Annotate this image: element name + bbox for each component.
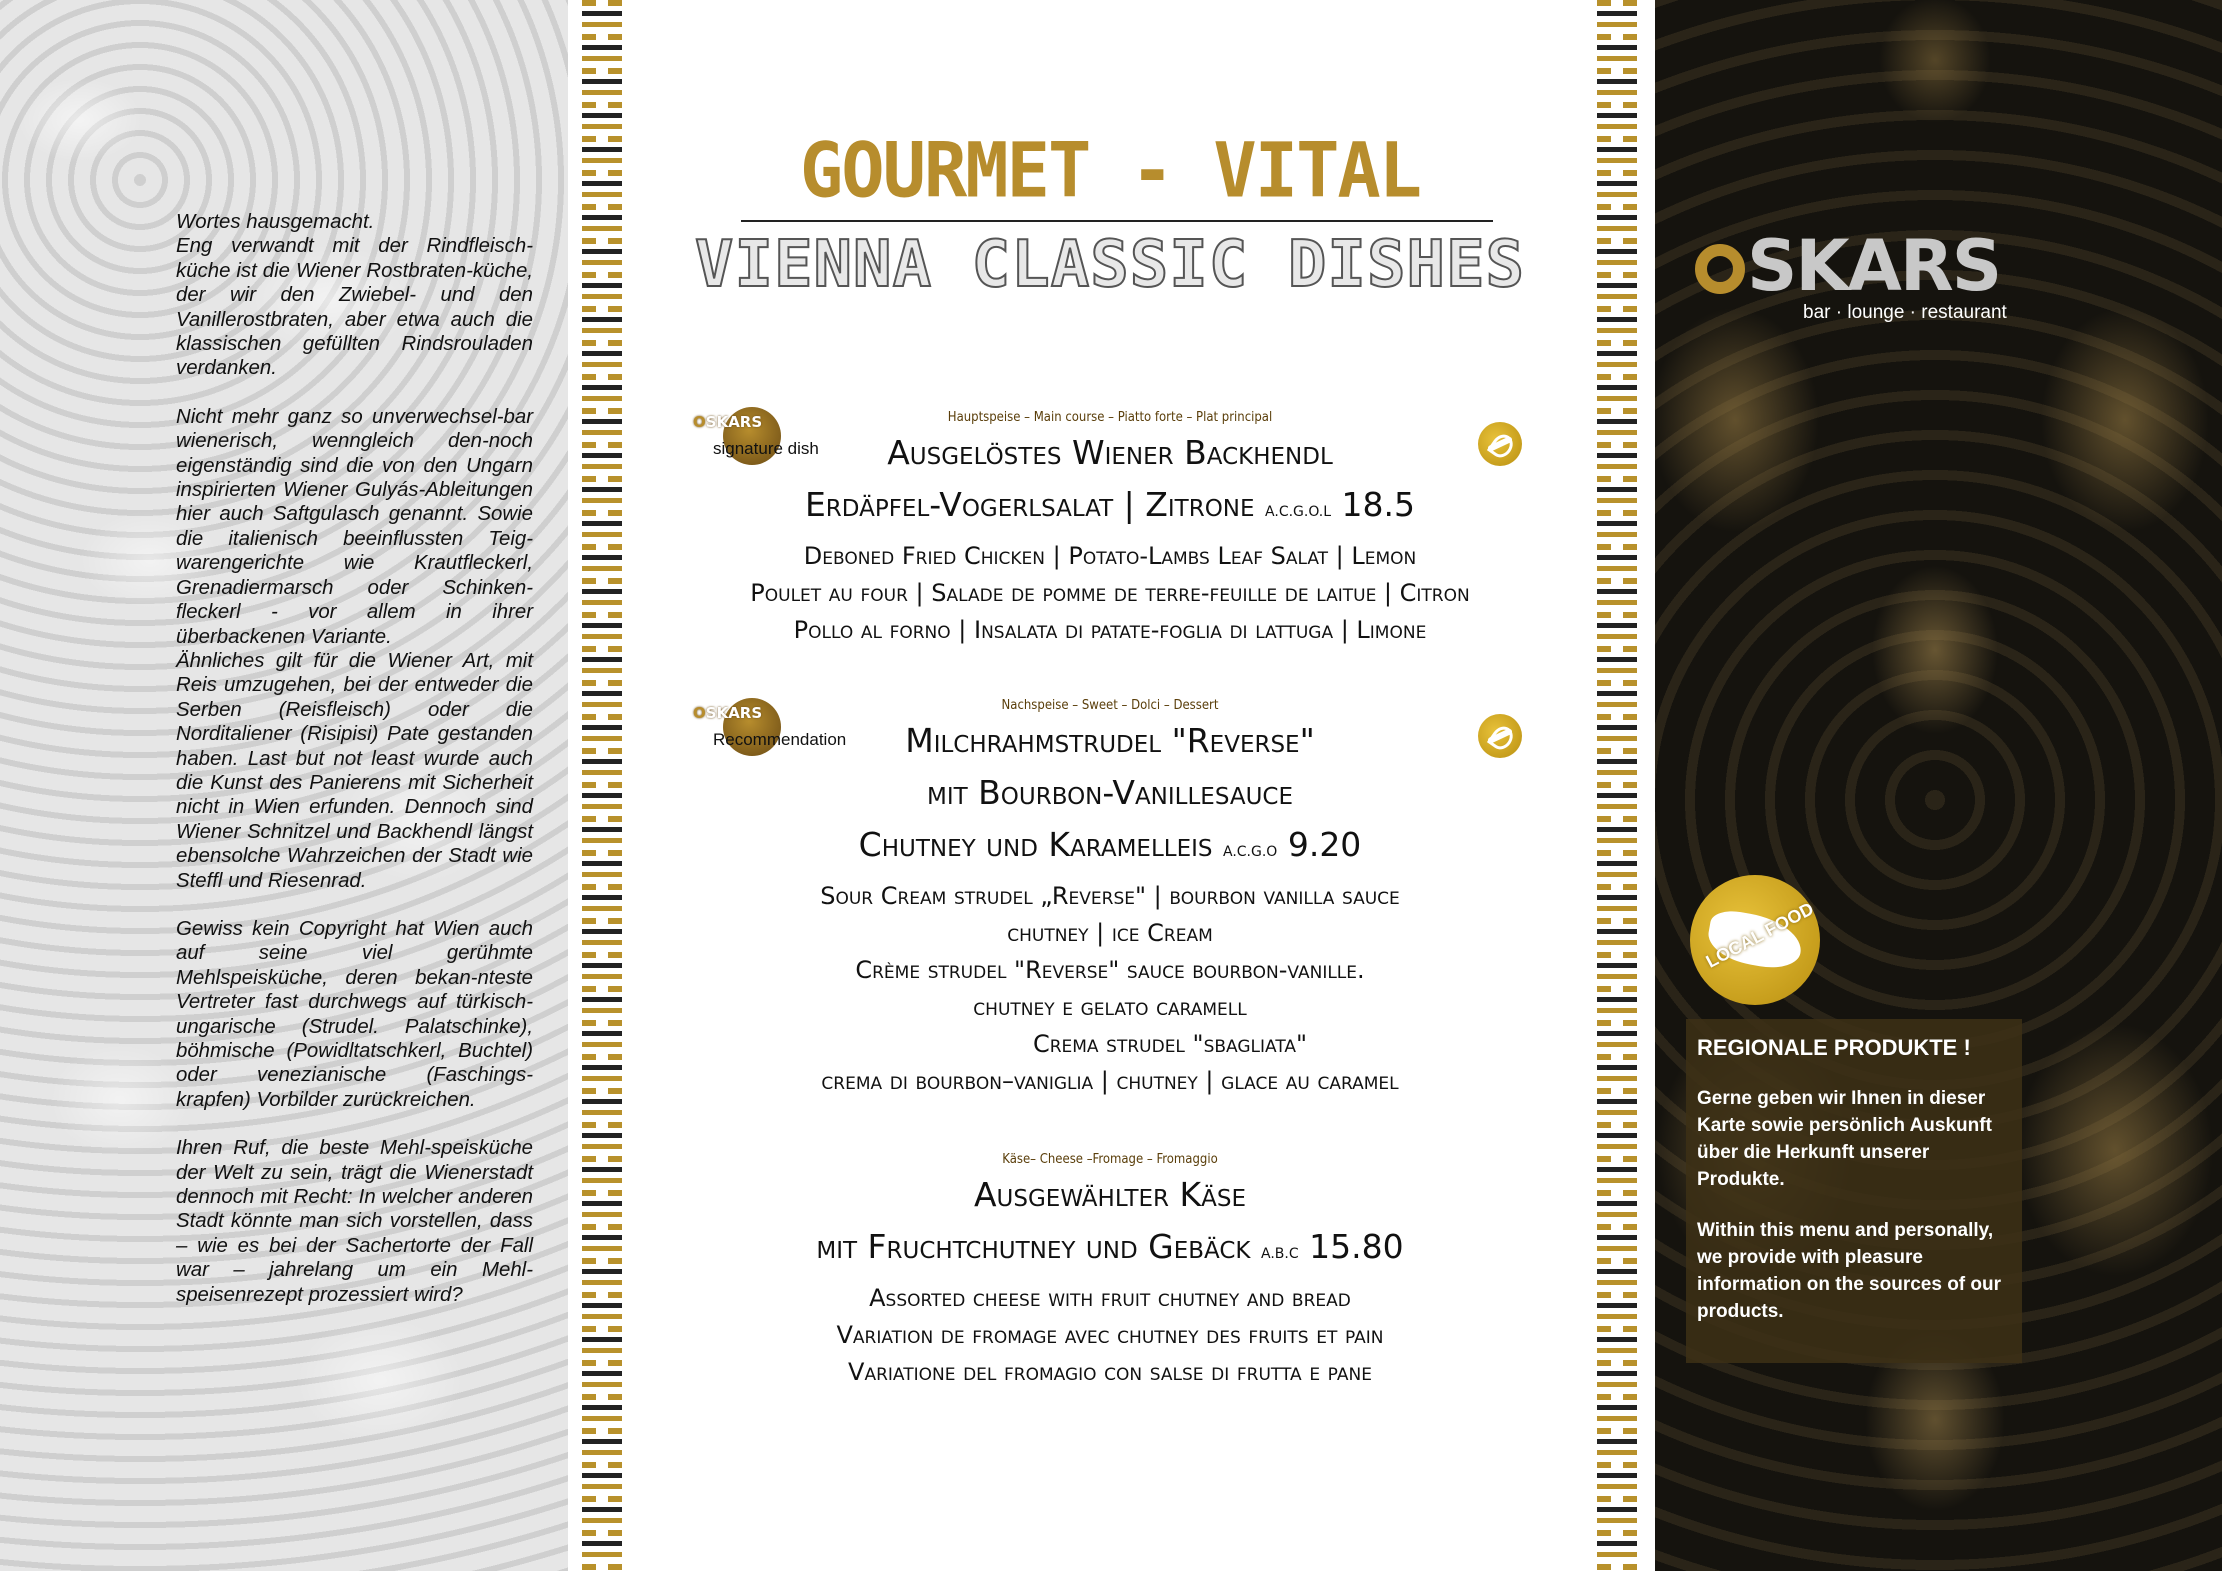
translation-line: Sour Cream strudel „Reverse" | bourbon vanilla sauce	[820, 882, 1400, 910]
brand-tagline: bar · lounge · restaurant	[1803, 302, 2007, 323]
translation-line: Poulet au four | Salade de pomme de terre-feuille de laitue | Citron	[750, 579, 1470, 607]
badge-label: signature dish	[713, 439, 819, 458]
dish-name-line: mit Bourbon-Vanillesauce	[926, 773, 1294, 812]
title-divider	[741, 220, 1493, 222]
page-title: GOURMET - VITAL	[799, 125, 1421, 215]
brand-logo	[1695, 225, 2007, 323]
allergen-codes: A.C.G.O.L	[1265, 504, 1332, 520]
left-text-panel	[0, 0, 568, 1571]
translation-line: Pollo al forno | Insalata di patate-foglia di lattuga | Limone	[793, 616, 1427, 644]
dish-dessert	[625, 698, 1595, 1100]
decorative-border-right	[1597, 0, 1637, 1571]
dish-name: Ausgewählter Käse	[973, 1175, 1247, 1214]
article-paragraph: Eng verwandt mit der Rindfleisch-küche ist die Wiener Rostbraten-küche, der wir den Zwiebel- und den Vanillerostbraten, aber etwa auch die klassischen gefüllten Rindsrouladen verdanken.	[176, 235, 533, 380]
allergen-codes: A.C.G.O	[1223, 844, 1278, 860]
translation-line: Deboned Fried Chicken | Potato-Lambs Leaf Salat | Lemon	[803, 542, 1417, 570]
article-paragraph: Gewiss kein Copyright hat Wien auch auf seine viel gerühmte Mehlspeisküche, deren bekan-nteste Vertreter fast durchwegs auf türkisch- ungarische (Strudel. Palatschinke), böhmische (Powidltatschkerl, Buchtel) oder venezianische (Faschings-krapfen) Vorbilder zurückreichen.	[176, 917, 533, 1111]
translation-line: chutney | ice Cream	[1007, 919, 1213, 947]
local-food-label: LOCAL FOOD	[1702, 898, 1817, 972]
right-brand-panel	[1655, 0, 2222, 1571]
badge-logo: OSKARS	[693, 413, 763, 431]
dish-name-line	[625, 819, 1595, 878]
recommendation-badge	[693, 698, 853, 758]
allergen-codes: A.B.C	[1261, 1246, 1299, 1262]
article-paragraph: Ihren Ruf, die beste Mehl-speisküche der Welt zu sein, trägt die Wienerstadt dennoch mit Recht: In welcher anderen Stadt könnte man sich vorstellen, dass – wie es bei der Sachertorte der Fall war – jahrelang um ein Mehl-speisenrezept prozessiert wird?	[176, 1137, 533, 1306]
no-gluten-icon	[1478, 422, 1522, 466]
local-food-icon	[1690, 875, 1820, 1005]
badge-label: Recommendation	[713, 730, 847, 749]
dish-name-line	[625, 1221, 1595, 1280]
dish-sides: mit Fruchtchutney und Gebäck	[816, 1227, 1251, 1266]
vienna-cuisine-article	[176, 210, 533, 1331]
translation-line: Variatione del fromagio con salse di frutta e pane	[848, 1358, 1372, 1386]
dish-price: 18.5	[1341, 485, 1416, 524]
article-paragraph: Nicht mehr ganz so unverwechsel-bar wienerisch, wenngleich den-noch eigenständig sind die von den Ungarn inspirierten Wiener Gulyás-Ableitungen hier auch Saftgulasch genannt. Sowie die italienisch beeinflussten Teig-warengerichte wie Krautfleckerl, Grenadiermarsch oder Schinken-fleckerl - vor allem in ihrer überbackenen Variante.	[176, 405, 533, 648]
brand-name: SKARS	[1695, 230, 2000, 302]
article-paragraph: Wortes hausgemacht.	[176, 211, 375, 233]
logo-ring-icon	[1695, 244, 1745, 294]
translation-line: Crema strudel "sbagliata"	[1032, 1030, 1308, 1058]
no-gluten-icon	[1478, 714, 1522, 758]
dish-sides: Erdäpfel-Vogerlsalat | Zitrone	[804, 485, 1255, 524]
dish-name: Milchrahmstrudel "Reverse"	[905, 721, 1315, 760]
translation-line: crema di bourbon–vaniglia | chutney | glace au caramel	[821, 1067, 1399, 1095]
dish-sides: Chutney und Karamelleis	[858, 825, 1213, 864]
dish-cheese	[625, 1152, 1595, 1391]
regional-text-en: Within this menu and personally, we provide with pleasure information on the sources of our products.	[1697, 1220, 2002, 1322]
translation-line: Crème strudel "Reverse" sauce bourbon-vanille.	[855, 956, 1365, 984]
course-label: Käse– Cheese –Fromage – Fromaggio	[1002, 1152, 1218, 1167]
course-label: Nachspeise – Sweet – Dolci – Dessert	[1001, 698, 1219, 713]
badge-logo: OSKARS	[693, 704, 763, 722]
regional-text-de: Gerne geben wir Ihnen in dieser Karte sowie persönlich Auskunft über die Herkunft unserer Produkte.	[1697, 1088, 1992, 1190]
dish-name: Ausgelöstes Wiener Backhendl	[887, 433, 1333, 472]
decorative-border-left	[582, 0, 622, 1571]
page-subtitle: VIENNA CLASSIC DISHES	[694, 228, 1526, 302]
translation-line: Assorted cheese with fruit chutney and bread	[869, 1284, 1351, 1312]
dish-price: 9.20	[1287, 825, 1362, 864]
regional-products-box	[1686, 1019, 2022, 1363]
translation-line: Variation de fromage avec chutney des fruits et pain	[836, 1321, 1384, 1349]
translation-line: chutney e gelato caramell	[973, 993, 1247, 1021]
regional-title: REGIONALE PRODUKTE !	[1697, 1035, 1971, 1060]
course-label: Hauptspeise – Main course – Piatto forte – Plat principal	[947, 410, 1273, 425]
dish-price: 15.80	[1309, 1227, 1404, 1266]
dish-name-line	[625, 479, 1595, 538]
article-paragraph: Ähnliches gilt für die Wiener Art, mit Reis umzugehen, bei der entweder die Serben (Reisfleisch) oder die Norditaliener (Risipisi) Pate gestanden haben. Last but not least wurde auch die Kunst des Panierens mit Sicherheit nicht in Wien erfunden. Dennoch sind Wiener Schnitzel und Backhendl längst ebensolche Wahrzeichen der Stadt wie Steffl und Riesenrad.	[176, 649, 533, 892]
menu-center	[625, 0, 1595, 1571]
signature-dish-badge	[693, 407, 843, 467]
